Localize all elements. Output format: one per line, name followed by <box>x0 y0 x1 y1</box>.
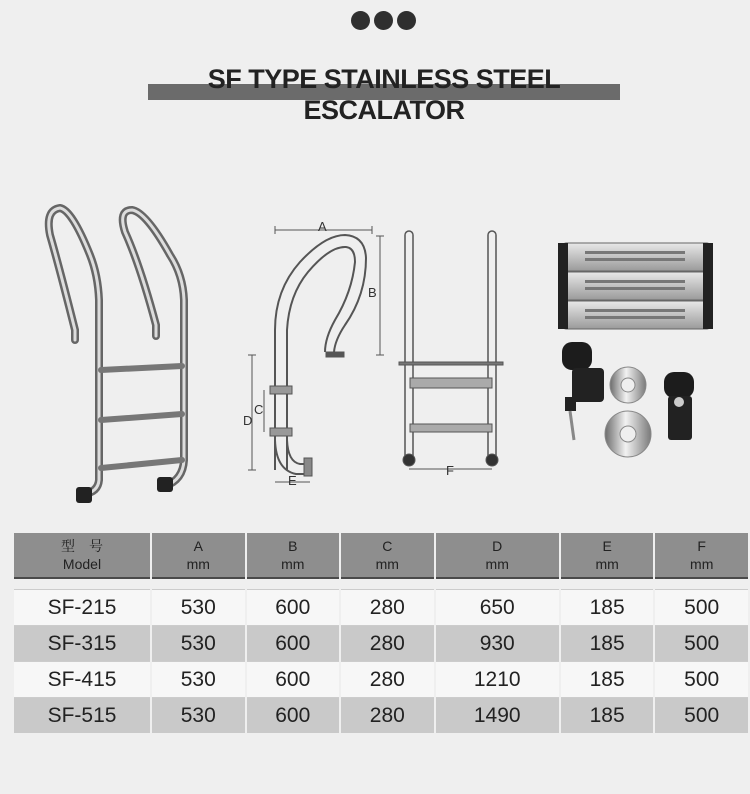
product-illustrations <box>0 190 750 510</box>
dot <box>374 11 393 30</box>
table-cell: 185 <box>561 698 654 733</box>
table-cell: 530 <box>152 626 245 661</box>
table-row <box>14 698 748 733</box>
dimension-label-f: F <box>446 463 454 478</box>
table-cell: 600 <box>247 698 340 733</box>
page-title: SF TYPE STAINLESS STEEL ESCALATOR <box>207 64 561 125</box>
table-cell: SF-415 <box>14 661 150 698</box>
table-cell: 185 <box>561 589 654 626</box>
table-cell: 1210 <box>436 661 559 698</box>
table-header-row <box>14 533 748 579</box>
header-cell-f: F mm <box>655 533 748 579</box>
dimension-label-c: C <box>254 402 264 417</box>
dimension-label-a: A <box>318 219 327 234</box>
dimension-label-b: B <box>368 285 377 300</box>
table-cell: SF-315 <box>14 626 150 661</box>
table-cell: 600 <box>247 589 340 626</box>
accessories-photo <box>558 243 713 457</box>
table-cell: 1490 <box>436 698 559 733</box>
table-cell: SF-215 <box>14 589 150 626</box>
table-cell: 280 <box>341 589 434 626</box>
table-cell: 500 <box>655 626 748 661</box>
dot <box>397 11 416 30</box>
table-cell: 650 <box>436 589 559 626</box>
table-cell: 600 <box>247 626 340 661</box>
header-cell-e: E mm <box>561 533 654 579</box>
header-cell-d: D mm <box>436 533 559 579</box>
dimension-label-e: E <box>288 473 297 488</box>
table-cell: SF-515 <box>14 698 150 733</box>
table-cell: 185 <box>561 661 654 698</box>
table-cell: 280 <box>341 626 434 661</box>
table-cell: 500 <box>655 589 748 626</box>
table-cell: 600 <box>247 661 340 698</box>
header-cell-b: B mm <box>247 533 340 579</box>
table-cell: 500 <box>655 661 748 698</box>
side-dimension-drawing <box>248 226 384 482</box>
table-cell: 530 <box>152 698 245 733</box>
table-row <box>14 661 748 698</box>
dot <box>351 11 370 30</box>
header-cell-c: C mm <box>341 533 434 579</box>
header-cell-a: A mm <box>152 533 245 579</box>
table-row <box>14 589 748 626</box>
dimension-label-d: D <box>243 413 253 428</box>
table-cell: 530 <box>152 589 245 626</box>
table-row <box>14 626 748 661</box>
header-cell-model: 型 号 Model <box>14 533 150 579</box>
table-cell: 185 <box>561 626 654 661</box>
pagination-dots <box>351 11 416 30</box>
table-cell: 930 <box>436 626 559 661</box>
table-cell: 280 <box>341 698 434 733</box>
spec-table <box>12 533 750 733</box>
ladder-photo <box>49 208 184 503</box>
table-cell: 530 <box>152 661 245 698</box>
table-cell: 500 <box>655 698 748 733</box>
front-dimension-drawing <box>399 231 503 469</box>
table-cell: 280 <box>341 661 434 698</box>
